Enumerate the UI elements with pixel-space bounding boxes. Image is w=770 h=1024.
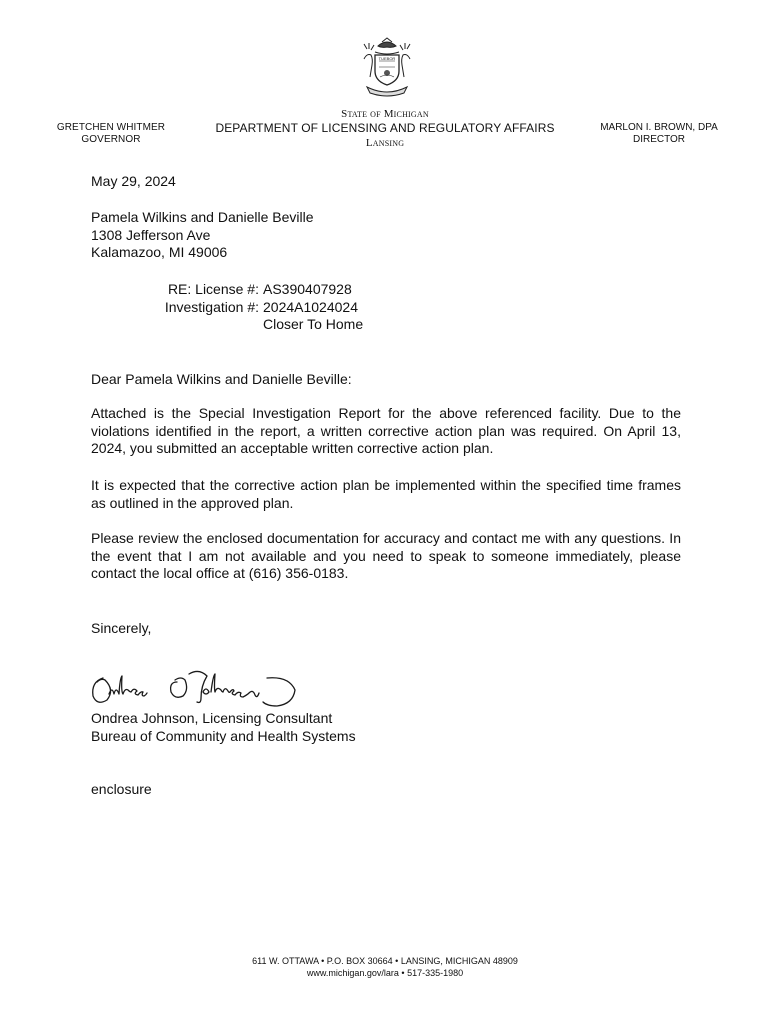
- license-label: RE: License #:: [167, 281, 259, 297]
- governor-name: GRETCHEN WHITMER: [56, 122, 166, 133]
- city-name: Lansing: [365, 137, 405, 149]
- signer-bureau: Bureau of Community and Health Systems: [91, 727, 356, 744]
- letter-footer: [0, 955, 770, 979]
- investigation-label: Investigation #:: [164, 298, 259, 315]
- investigation-number: 2024A1024024: [263, 298, 358, 315]
- michigan-seal-icon: [358, 37, 416, 99]
- footer-address: 611 W. OTTAWA • P.O. BOX 30664 • LANSING, MICHIGAN 48909: [252, 956, 518, 966]
- signer-block: [91, 710, 681, 745]
- paragraph-1: Attached is the Special Investigation Report for the above referenced facility. Due to the violations identified in the report, a written corrective action plan was required. On April 13, 2024, you submitted an acceptable written corrective action plan.: [91, 405, 681, 456]
- handwritten-signature: [89, 668, 311, 710]
- state-name: State of Michigan: [341, 108, 429, 120]
- closing: Sincerely,: [91, 620, 152, 636]
- governor-block: [50, 122, 172, 146]
- facility-name: Closer To Home: [263, 316, 364, 332]
- recipient-city: Kalamazoo, MI 49006: [91, 244, 228, 260]
- department-header: [190, 107, 580, 150]
- director-name: MARLON I. BROWN, DPA: [600, 122, 718, 133]
- seal-motto: TUEBOR: [378, 56, 396, 61]
- reference-block: [139, 281, 439, 335]
- department-name: DEPARTMENT OF LICENSING AND REGULATORY AFFAIRS: [215, 121, 555, 135]
- footer-web-phone: www.michigan.gov/lara • 517-335-1980: [306, 968, 464, 978]
- director-block: [592, 122, 726, 146]
- governor-title: GOVERNOR: [81, 134, 141, 145]
- recipient-street: 1308 Jefferson Ave: [91, 226, 211, 243]
- recipient-name: Pamela Wilkins and Danielle Beville: [91, 209, 314, 225]
- enclosure-note: enclosure: [91, 781, 152, 797]
- paragraph-3: Please review the enclosed documentation for accuracy and contact me with any questions. In the event that I am not available and you need to speak to someone immediately, please contact the local office at (616) 356-0183.: [91, 530, 681, 581]
- recipient-address: [91, 209, 681, 262]
- license-number: AS390407928: [263, 281, 352, 297]
- paragraph-2: It is expected that the corrective action plan be implemented within the specified time frames as outlined in the approved plan.: [91, 477, 681, 511]
- letter-date: May 29, 2024: [91, 173, 176, 189]
- signer-name-title: Ondrea Johnson, Licensing Consultant: [91, 710, 333, 726]
- salutation: Dear Pamela Wilkins and Danielle Beville:: [91, 371, 352, 387]
- director-title: DIRECTOR: [632, 134, 686, 145]
